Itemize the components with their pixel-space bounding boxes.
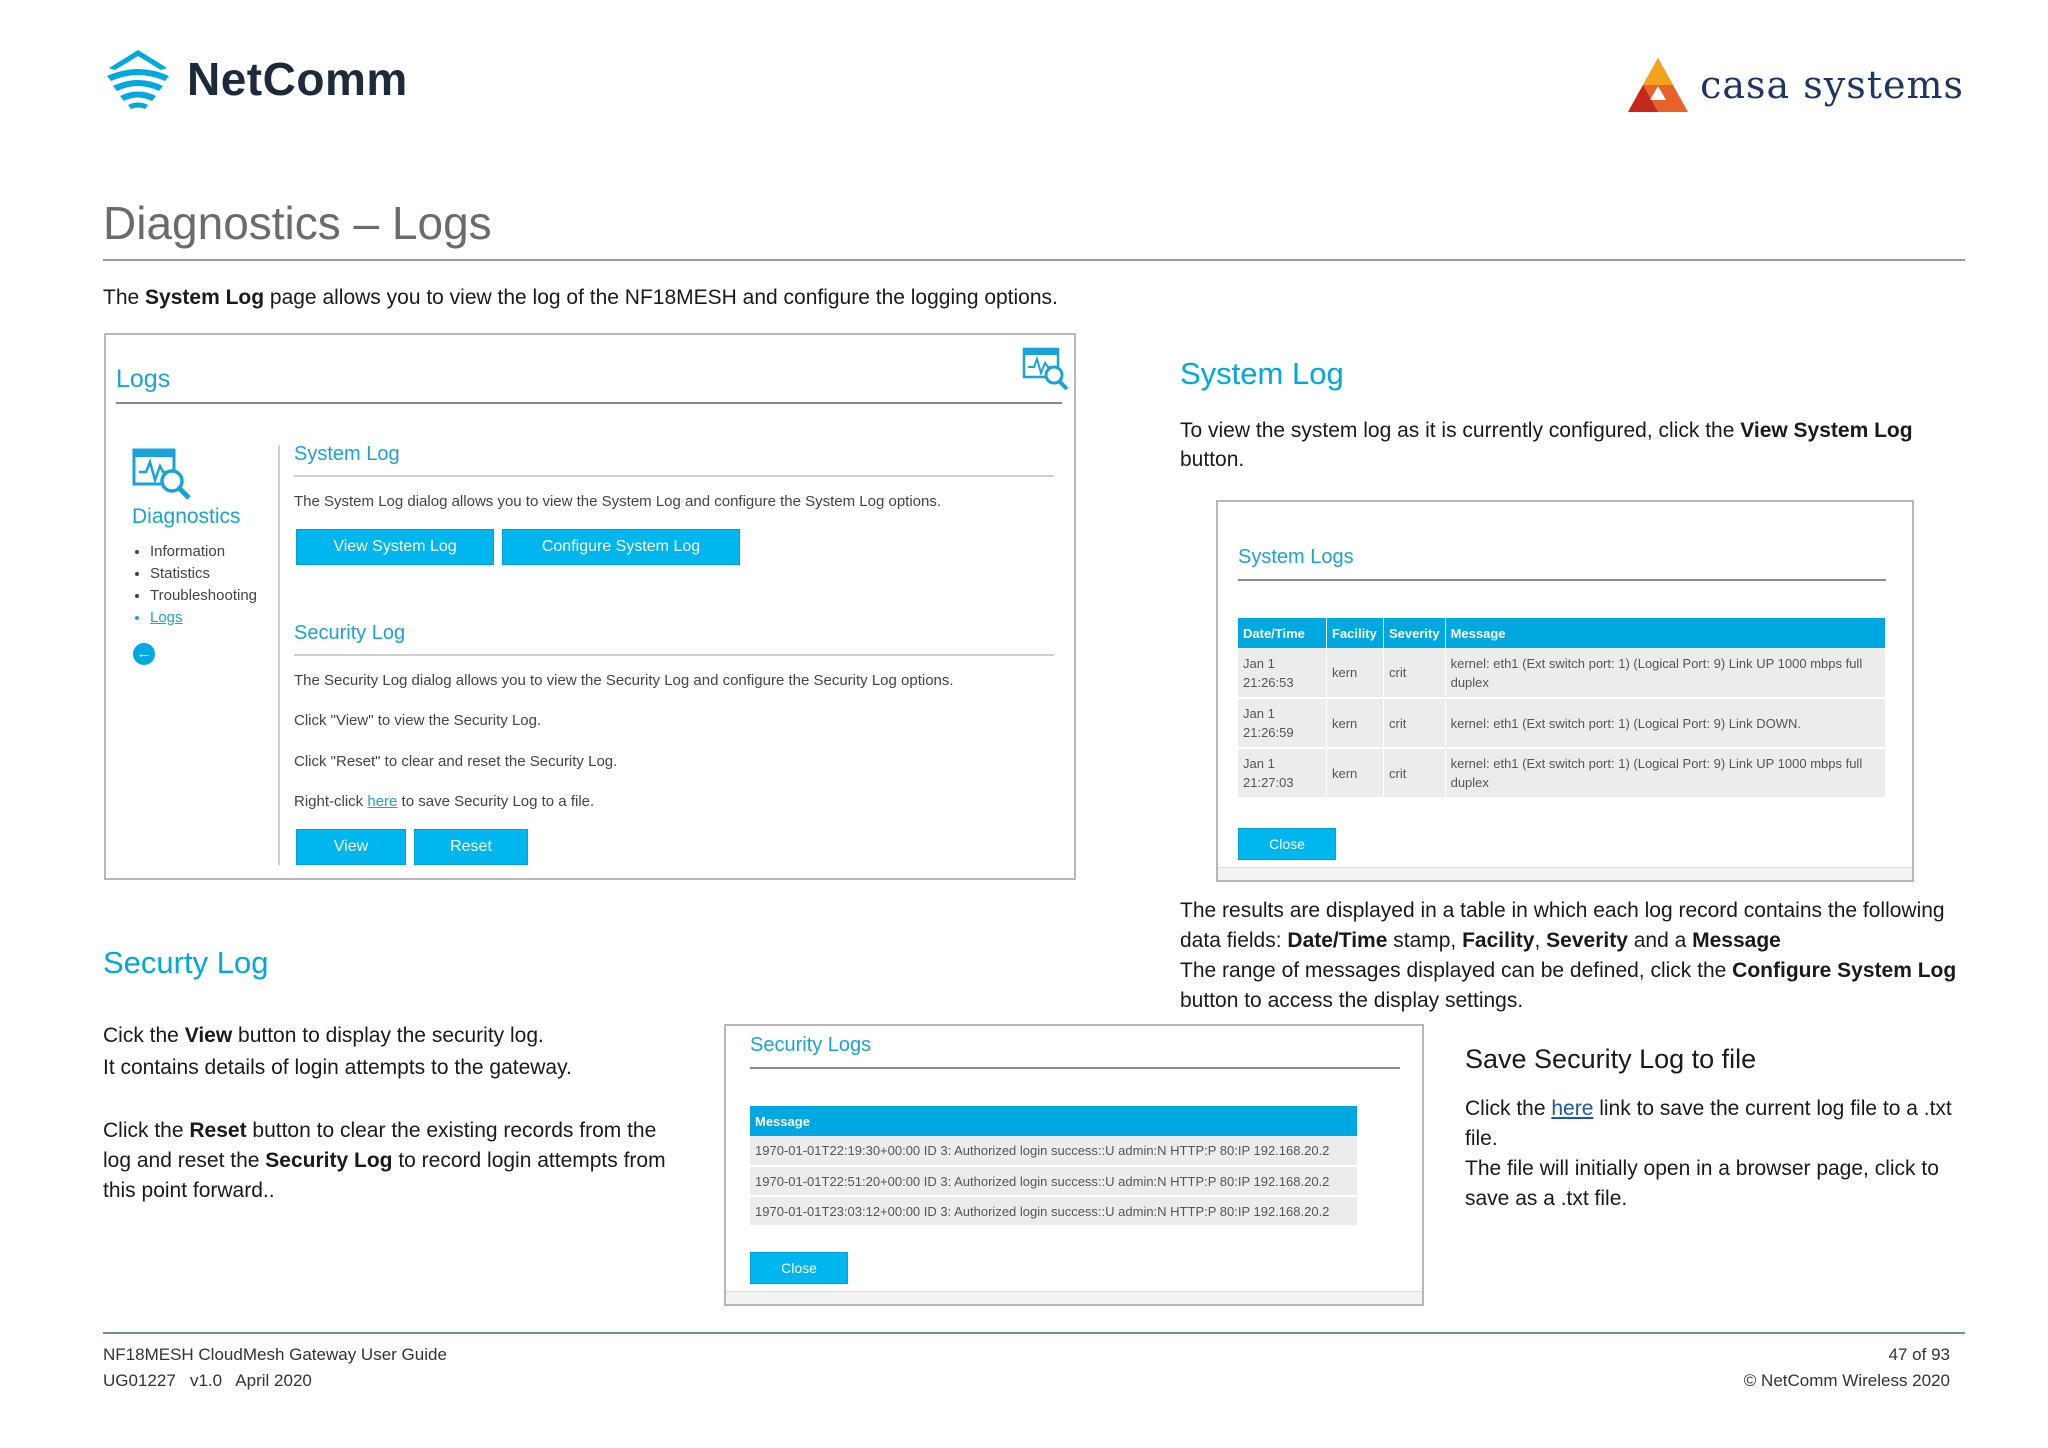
cell-message: 1970-01-01T22:19:30+00:00 ID 3: Authorized login success::U admin:N HTTP:P 80:IP 192.168.20.2 [750, 1136, 1358, 1166]
cell-facility: kern [1327, 748, 1384, 798]
configure-system-log-button[interactable]: Configure System Log [502, 529, 740, 565]
col-message: Message [1445, 618, 1885, 648]
horizontal-scrollbar[interactable] [726, 1291, 1422, 1304]
diagnostics-icon [132, 448, 192, 505]
security-log-paragraph-2: Click the Reset button to clear the existing records from the log and reset the Security Log to record login attempts from this point forward.. [103, 1119, 666, 1202]
casa-systems-logo [1626, 56, 1964, 114]
logs-title: Logs [116, 365, 171, 393]
security-logs-title-rule [750, 1067, 1400, 1069]
nav-item-troubleshooting[interactable]: • Troubleshooting [150, 585, 257, 607]
table-row [1238, 648, 1886, 698]
security-log-description: The Security Log dialog allows you to view the Security Log and configure the Security Log options. [294, 672, 954, 689]
save-here-link[interactable]: here [1551, 1097, 1594, 1120]
security-log-subheading: Security Log [294, 622, 406, 644]
cell-message: kernel: eth1 (Ext switch port: 1) (Logical Port: 9) Link UP 1000 mbps full duplex [1445, 648, 1885, 698]
diagnostics-heading: Diagnostics [132, 505, 241, 528]
reset-security-log-button[interactable]: Reset [414, 829, 528, 865]
system-logs-close-button[interactable]: Close [1238, 828, 1336, 860]
cell-datetime: Jan 1 21:26:59 [1238, 698, 1327, 748]
netcomm-wifi-icon [103, 48, 173, 110]
nav-item-information[interactable]: • Information [150, 541, 257, 563]
footer-copyright: © NetComm Wireless 2020 [1743, 1371, 1950, 1390]
table-row [750, 1196, 1358, 1226]
table-row [750, 1136, 1358, 1166]
diagnostics-log-icon [1022, 347, 1070, 396]
cell-severity: crit [1384, 648, 1446, 698]
logs-page-screenshot [104, 333, 1076, 880]
footer-right [1744, 1342, 1950, 1394]
footer-doc-id: UG01227 v1.0 April 2020 [103, 1371, 312, 1390]
security-logs-table [750, 1106, 1358, 1227]
security-log-paragraph-1: Cick the View button to display the security log. It contains details of login attempts to the gateway. [103, 1024, 572, 1079]
cell-facility: kern [1327, 698, 1384, 748]
footer-left [103, 1342, 447, 1394]
cell-facility: kern [1327, 648, 1384, 698]
title-divider [103, 259, 1965, 261]
horizontal-scrollbar[interactable] [1218, 867, 1912, 880]
col-message: Message [750, 1106, 1358, 1136]
table-header-row [1238, 618, 1886, 648]
system-log-heading: System Log [1180, 356, 1344, 391]
col-severity: Severity [1384, 618, 1446, 648]
results-paragraph: The results are displayed in a table in which each log record contains the following data fields: Date/Time stamp, Facility, Severity and a Message The range of messages displayed can be defined, click the Configure System Log button to access the display settings. [1180, 899, 1957, 1012]
intro-paragraph: The System Log page allows you to view the log of the NF18MESH and configure the logging options. [103, 286, 1058, 309]
security-logs-screenshot [724, 1024, 1424, 1306]
security-log-heading: Securty Log [103, 945, 269, 980]
save-security-log-heading: Save Security Log to file [1465, 1044, 1757, 1074]
system-log-paragraph: To view the system log as it is currently configured, click the View System Log button. [1180, 419, 1913, 471]
col-facility: Facility [1327, 618, 1384, 648]
casa-triangle-icon [1626, 56, 1690, 114]
system-logs-title-rule [1238, 579, 1886, 581]
cell-message: 1970-01-01T22:51:20+00:00 ID 3: Authorized login success::U admin:N HTTP:P 80:IP 192.168.20.2 [750, 1166, 1358, 1196]
table-row [1238, 748, 1886, 798]
table-row [750, 1166, 1358, 1196]
cell-message: kernel: eth1 (Ext switch port: 1) (Logical Port: 9) Link DOWN. [1445, 698, 1885, 748]
casa-wordmark: casa systems [1700, 63, 1964, 107]
footer-guide-title: NF18MESH CloudMesh Gateway User Guide [103, 1345, 447, 1364]
cell-severity: crit [1384, 748, 1446, 798]
cell-message: 1970-01-01T23:03:12+00:00 ID 3: Authorized login success::U admin:N HTTP:P 80:IP 192.168.20.2 [750, 1196, 1358, 1226]
cell-datetime: Jan 1 21:26:53 [1238, 648, 1327, 698]
nav-item-statistics[interactable]: • Statistics [150, 563, 257, 585]
table-header-row [750, 1106, 1358, 1136]
security-log-save-hint: Right-click here to save Security Log to a file. [294, 793, 595, 810]
system-logs-title: System Logs [1238, 546, 1354, 568]
security-log-save-link[interactable]: here [367, 793, 398, 810]
cell-severity: crit [1384, 698, 1446, 748]
page-title: Diagnostics – Logs [103, 197, 492, 249]
security-log-reset-hint: Click "Reset" to clear and reset the Security Log. [294, 753, 618, 770]
netcomm-logo [103, 48, 408, 110]
security-logs-title: Security Logs [750, 1034, 872, 1056]
cell-message: kernel: eth1 (Ext switch port: 1) (Logical Port: 9) Link UP 1000 mbps full duplex [1445, 748, 1885, 798]
security-log-view-hint: Click "View" to view the Security Log. [294, 712, 542, 729]
view-system-log-button[interactable]: View System Log [296, 529, 494, 565]
security-logs-close-button[interactable]: Close [750, 1252, 848, 1284]
system-log-description: The System Log dialog allows you to view the System Log and configure the System Log options. [294, 493, 942, 510]
footer-page-number: 47 of 93 [1888, 1345, 1950, 1364]
back-arrow-icon[interactable]: ← [133, 643, 155, 665]
view-security-log-button[interactable]: View [296, 829, 406, 865]
cell-datetime: Jan 1 21:27:03 [1238, 748, 1327, 798]
footer-divider [103, 1332, 1965, 1334]
system-logs-screenshot [1216, 500, 1914, 882]
system-log-rule [294, 475, 1054, 477]
nav-item-logs[interactable]: • Logs [150, 607, 257, 629]
table-row [1238, 698, 1886, 748]
netcomm-wordmark: NetComm [187, 53, 408, 105]
diagnostics-nav-list [132, 541, 257, 629]
system-log-subheading: System Log [294, 443, 400, 465]
sidebar-divider [278, 445, 280, 865]
logs-title-rule [116, 402, 1062, 404]
system-logs-table [1238, 618, 1886, 799]
save-security-log-paragraph: Click the here link to save the current log file to a .txt file. The file will initially open in a browser page, click to save as a .txt file. [1465, 1097, 1952, 1210]
col-datetime: Date/Time [1238, 618, 1327, 648]
security-log-rule [294, 654, 1054, 656]
